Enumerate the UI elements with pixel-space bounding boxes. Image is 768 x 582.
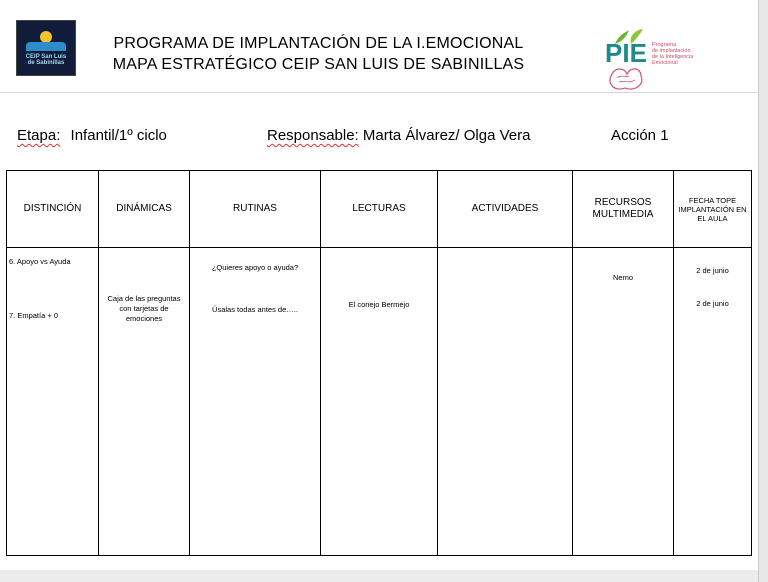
page-bottom-edge [0, 570, 758, 582]
school-logo [16, 20, 76, 76]
school-logo-icon [26, 31, 66, 53]
window-edge [758, 0, 768, 582]
dinamica-item: Caja de las preguntas con tarjetas de emociones [107, 294, 181, 323]
pie-logo-letters: PIE [605, 38, 647, 68]
header-lecturas: LECTURAS [321, 171, 438, 248]
school-logo-text: CEIP San Luis de Sabinillas [25, 53, 67, 66]
fecha-item: 2 de junio [696, 266, 729, 275]
cell-actividades [438, 248, 573, 556]
distincion-item: 7. Empatía + 0 [9, 311, 58, 320]
accion-label: Acción 1 [611, 127, 669, 144]
header-recursos: RECURSOS MULTIMEDIA [573, 171, 674, 248]
cell-dinamicas [99, 248, 190, 556]
header-fecha-tope: FECHA TOPE IMPLANTACIÓN EN EL AULA [674, 171, 752, 248]
etapa-value: Infantil/1º ciclo [70, 127, 167, 144]
rutina-item: Úsalas todas antes de….. [212, 305, 298, 314]
rutina-item: ¿Quieres apoyo o ayuda? [211, 263, 299, 272]
title-line-2: MAPA ESTRATÉGICO CEIP SAN LUIS DE SABINILLAS [112, 56, 525, 73]
etapa-label: Etapa: [17, 127, 61, 144]
responsable-label: Responsable: [267, 127, 359, 144]
cell-fecha-tope [674, 248, 752, 556]
recurso-item: Nemo [612, 273, 633, 282]
header-rutinas: RUTINAS [190, 171, 321, 248]
strategic-map-table [6, 170, 752, 556]
distincion-item: 6. Apoyo vs Ayuda [9, 257, 71, 266]
cell-rutinas [190, 248, 321, 556]
header-divider [0, 92, 758, 93]
header-distincion: DISTINCIÓN [7, 171, 99, 248]
header-dinamicas: DINÁMICAS [99, 171, 190, 248]
pie-logo-text: Programa de implantación de la Inteligencia Emocional [652, 42, 694, 66]
header-actividades: ACTIVIDADES [438, 171, 573, 248]
cell-distincion [7, 248, 99, 556]
fecha-item: 2 de junio [696, 299, 729, 308]
title-line-1: PROGRAMA DE IMPLANTACIÓN DE LA I.EMOCIONAL [113, 35, 524, 52]
responsable-field [267, 127, 530, 145]
responsable-value: Marta Álvarez/ Olga Vera [362, 127, 531, 144]
table-header-row [7, 171, 752, 248]
lectura-item: El conejo Bermejo [348, 300, 410, 309]
cell-lecturas [321, 248, 438, 556]
etapa-field [17, 127, 167, 145]
document-title [96, 33, 541, 75]
table-row [7, 248, 752, 556]
cell-recursos [573, 248, 674, 556]
